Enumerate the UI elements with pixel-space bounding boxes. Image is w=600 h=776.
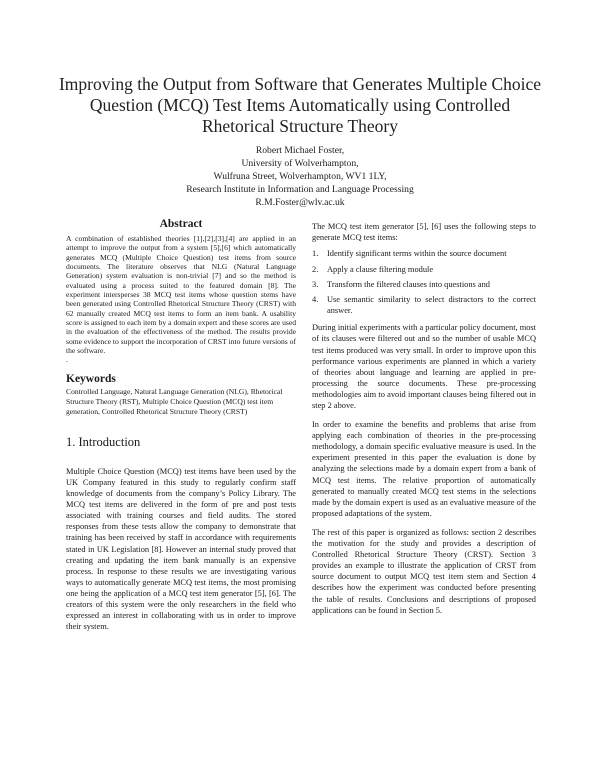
title-line: Improving the Output from Software that Generates Multiple Choice [58,74,542,94]
body-paragraph: The rest of this paper is organized as follows: section 2 describes the motivation for the study and provides a description of Controlled Rhetorical Structure Theory (CRST). Section 3 provides an example to illustrate the application of CRST from source document to output MCQ test item stem and Section 4 describes how the experiment was conducted before presenting the table of results. Conclusions and descriptions of proposed applications can be found in Section 5. [312,527,536,615]
list-item [312,264,536,275]
step-number: 4. [312,295,319,305]
left-column [66,218,296,632]
keywords-text: Controlled Language, Natural Language Generation (NLG), Rhetorical Structure Theory (RST), Multiple Choice Question (MCQ) test item generation, Controlled Rhetorical Structure Theory (CRST) [66,387,283,417]
author-email: R.M.Foster@wlv.ac.uk [255,197,345,208]
author-name: Robert Michael Foster, [255,145,345,156]
paper-title [40,74,560,137]
author-block [120,144,480,209]
author-institute: Research Institute in Information and Language Processing [186,184,414,195]
step-text: Apply a clause filtering module [327,264,434,274]
introduction-heading: 1. Introduction [66,434,141,449]
step-text: Use semantic similarity to select distractors to the correct answer. [327,295,536,316]
keywords-heading: Keywords [66,373,116,386]
author-affiliation: University of Wolverhampton, [241,158,359,169]
step-number: 2. [312,264,319,274]
title-line: Question (MCQ) Test Items Automatically using Controlled [89,95,511,115]
title-line: Rhetorical Structure Theory [201,116,398,136]
step-text: Transform the filtered clauses into questions and [327,279,490,289]
introduction-paragraph: Multiple Choice Question (MCQ) test items have been used by the UK Company featured in this study to regularly confirm staff knowledge of documents from the company’s Policy Library. The MCQ test items are delivered in the form of pre and post tests associated with training courses and field audits. The stored responses from these tests allow the company to demonstrate that training has been received by staff in accordance with requirements stated in UK Legislation [8]. However an internal study proved that creating and updating the item bank manually is an expensive process. In response to these results we are investigating various ways to automatically generate MCQ test items, the most promising one being the application of a MCQ test item generator [5], [6]. The creators of this system were the only researchers in the field who expressed an interest in collaborating with us in order to improve their system. [66,466,296,632]
author-address: Wulfruna Street, Wolverhampton, WV1 1LY, [213,171,387,182]
body-paragraph: During initial experiments with a particular policy document, most of its clauses were filtered out and so the number of usable MCQ test items produced was very small. In order to improve upon this performance various experiments are planned in which a variety of theories about language and learning are applied in pre-processing the source documents. These pre-processing methodologies aim to avoid important clauses being filtered out in step 2 above. [312,323,536,411]
list-item [312,279,536,290]
list-item [312,248,536,259]
abstract-trailing-mark: . [66,355,68,365]
steps-list [312,248,536,316]
steps-intro-paragraph: The MCQ test item generator [5], [6] uses the following steps to generate MCQ test items: [312,222,536,243]
abstract-text: A combination of established theories [1],[2],[3],[4] are applied in an attempt to improve the output from a system [5],[6] which automatically generates MCQ (Multiple Choice Question) test items from source documents. The literature observes that NLG (Natural Language Generation) system evaluation is non-trivial [7] and so the method is evaluated using a process suited to the featured domain [8]. The experiment intersperses 38 MCQ test items whose question stems have been generated using Controlled Rhetorical Structure Theory (CRST) with 62 manually created MCQ test items to form an item bank. A usability score is assigned to each item by a domain expert and these scores are used in the evaluation of the effectiveness of the method. The results provide some evidence to support the incorporation of CRST into future versions of the software. [66,234,296,356]
step-number: 3. [312,279,319,289]
list-item [312,294,536,316]
step-text: Identify significant terms within the source document [327,249,507,259]
step-number: 1. [312,249,319,259]
abstract-heading: Abstract [159,218,203,230]
body-paragraph: In order to examine the benefits and problems that arise from applying each combination of theories in the pre-processing methodology, a domain specific evaluative measure is used. In the experiment presented in this paper the evaluation is done by analyzing the selections made by a domain expert from a bank of MCQ test items. The relative proportion of automatically generated to manually created MCQ test stems in the selections made by the domain expert is used as an evaluative measure of the proposed adaptations of the system. [312,420,536,518]
right-column [312,221,536,616]
